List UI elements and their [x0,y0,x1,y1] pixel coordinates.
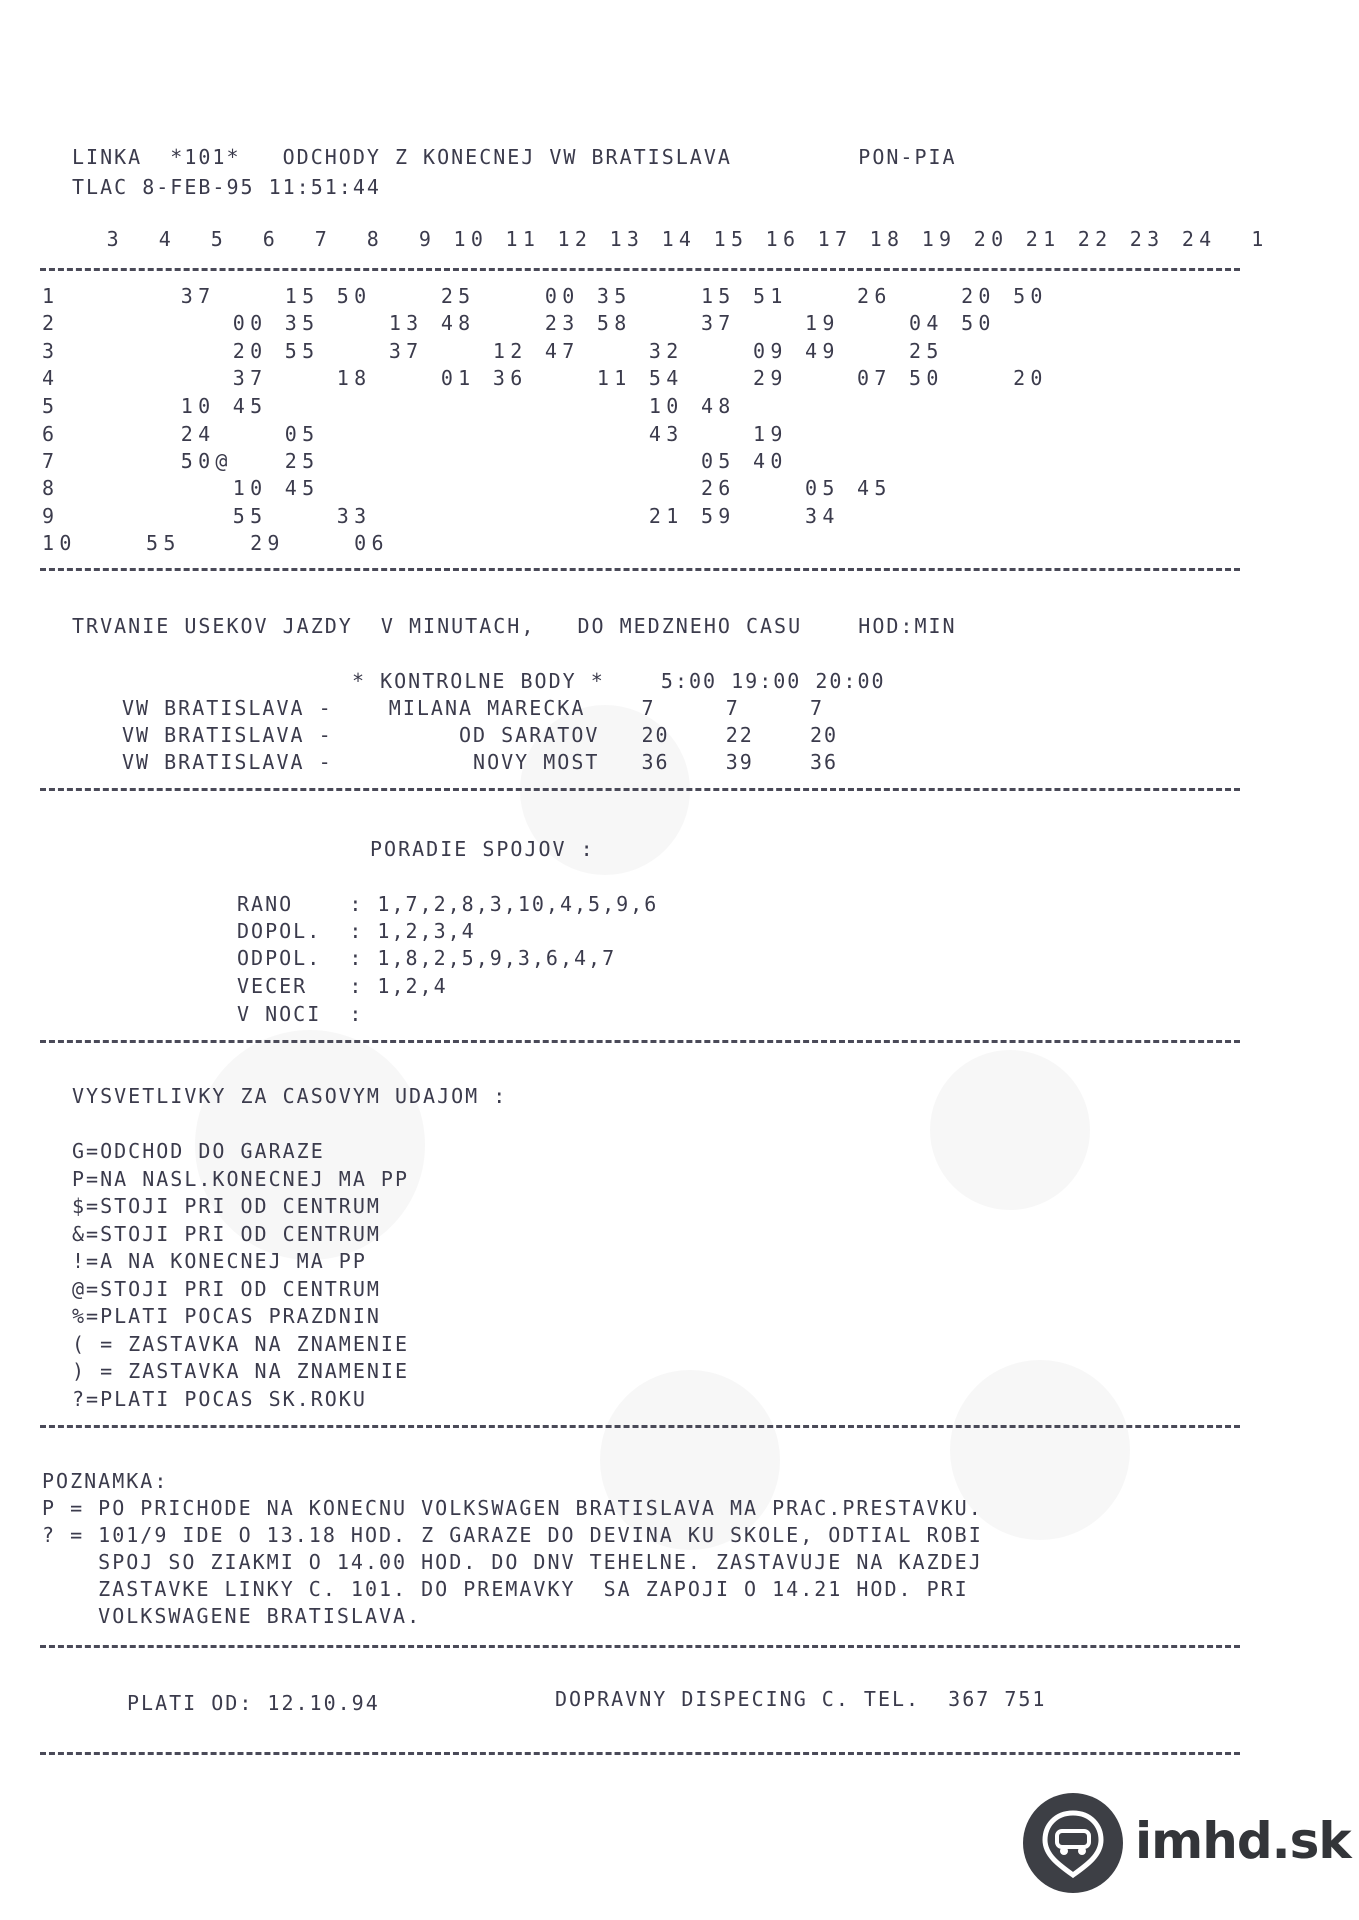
order-row: VECER : 1,2,4 [237,974,448,998]
schedule-row: 2 00 35 13 48 23 58 37 19 04 50 [42,311,996,335]
dispatch-phone: DOPRAVNY DISPECING C. TEL. 367 751 [555,1687,1047,1711]
imhd-logo-icon [1023,1793,1123,1893]
hours-row: 3 4 5 6 7 8 9 10 11 12 13 14 15 16 17 18 19 20 21 22 23 24 1 [72,227,1269,251]
order-row: ODPOL. : 1,8,2,5,9,3,6,4,7 [237,946,617,970]
divider [40,1645,1240,1648]
note-row: P = PO PRICHODE NA KONECNU VOLKSWAGEN BRATISLAVA MA PRAC.PRESTAVKU. [42,1496,983,1520]
legend-title: VYSVETLIVKY ZA CASOVYM UDAJOM : [72,1084,508,1108]
legend-row: $=STOJI PRI OD CENTRUM [72,1194,381,1218]
note-row: ZASTAVKE LINKY C. 101. DO PREMAVKY SA ZAPOJI O 14.21 HOD. PRI [42,1577,969,1601]
legend-row: ( = ZASTAVKA NA ZNAMENIE [72,1332,409,1356]
schedule-row: 9 55 33 21 59 34 [42,504,840,528]
durations-row: VW BRATISLAVA - NOVY MOST 36 39 36 [122,750,839,774]
legend-row: P=NA NASL.KONECNEJ MA PP [72,1167,409,1191]
header-line-2: TLAC 8-FEB-95 11:51:44 [72,175,381,199]
schedule-row: 7 50@ 25 05 40 [42,449,788,473]
note-row: SPOJ SO ZIAKMI O 14.00 HOD. DO DNV TEHELNE. ZASTAVUJE NA KAZDEJ [42,1550,983,1574]
legend-row: %=PLATI POCAS PRAZDNIN [72,1304,381,1328]
divider [40,788,1240,791]
legend-row: ?=PLATI POCAS SK.ROKU [72,1387,367,1411]
order-row: RANO : 1,7,2,8,3,10,4,5,9,6 [237,892,659,916]
legend-row: &=STOJI PRI OD CENTRUM [72,1222,381,1246]
order-row: V NOCI : [237,1002,364,1026]
note-row: ? = 101/9 IDE O 13.18 HOD. Z GARAZE DO DEVINA KU SKOLE, ODTIAL ROBI [42,1523,983,1547]
order-row: DOPOL. : 1,2,3,4 [237,919,476,943]
schedule-row: 5 10 45 10 48 [42,394,736,418]
divider [40,1040,1240,1043]
legend-row: !=A NA KONECNEJ MA PP [72,1249,367,1273]
legend-row: G=ODCHOD DO GARAZE [72,1139,325,1163]
durations-row: VW BRATISLAVA - MILANA MARECKA 7 7 7 [122,696,825,720]
watermark-logo [930,1050,1090,1210]
divider [40,268,1240,271]
durations-title: TRVANIE USEKOV JAZDY V MINUTACH, DO MEDZNEHO CASU HOD:MIN [72,614,957,638]
valid-from: PLATI OD: 12.10.94 [127,1691,380,1715]
legend-row: ) = ZASTAVKA NA ZNAMENIE [72,1359,409,1383]
order-title: PORADIE SPOJOV : [370,837,595,861]
schedule-row: 1 37 15 50 25 00 35 15 51 26 20 50 [42,284,1048,308]
note-title: POZNAMKA: [42,1469,169,1493]
schedule-row: 3 20 55 37 12 47 32 09 49 25 [42,339,944,363]
note-row: VOLKSWAGENE BRATISLAVA. [42,1604,422,1628]
legend-row: @=STOJI PRI OD CENTRUM [72,1277,381,1301]
durations-header: * KONTROLNE BODY * 5:00 19:00 20:00 [352,669,886,693]
schedule-row: 4 37 18 01 36 11 54 29 07 50 20 [42,366,1048,390]
durations-row: VW BRATISLAVA - OD SARATOV 20 22 20 [122,723,839,747]
divider [40,568,1240,571]
divider [40,1425,1240,1428]
header-line-1: LINKA *101* ODCHODY Z KONECNEJ VW BRATISLAVA PON-PIA [72,145,957,169]
schedule-row: 6 24 05 43 19 [42,422,788,446]
imhd-logo-text: imhd.sk [1135,1812,1351,1870]
schedule-row: 8 10 45 26 05 45 [42,476,892,500]
divider [40,1752,1240,1755]
schedule-row: 10 55 29 06 [42,531,389,555]
